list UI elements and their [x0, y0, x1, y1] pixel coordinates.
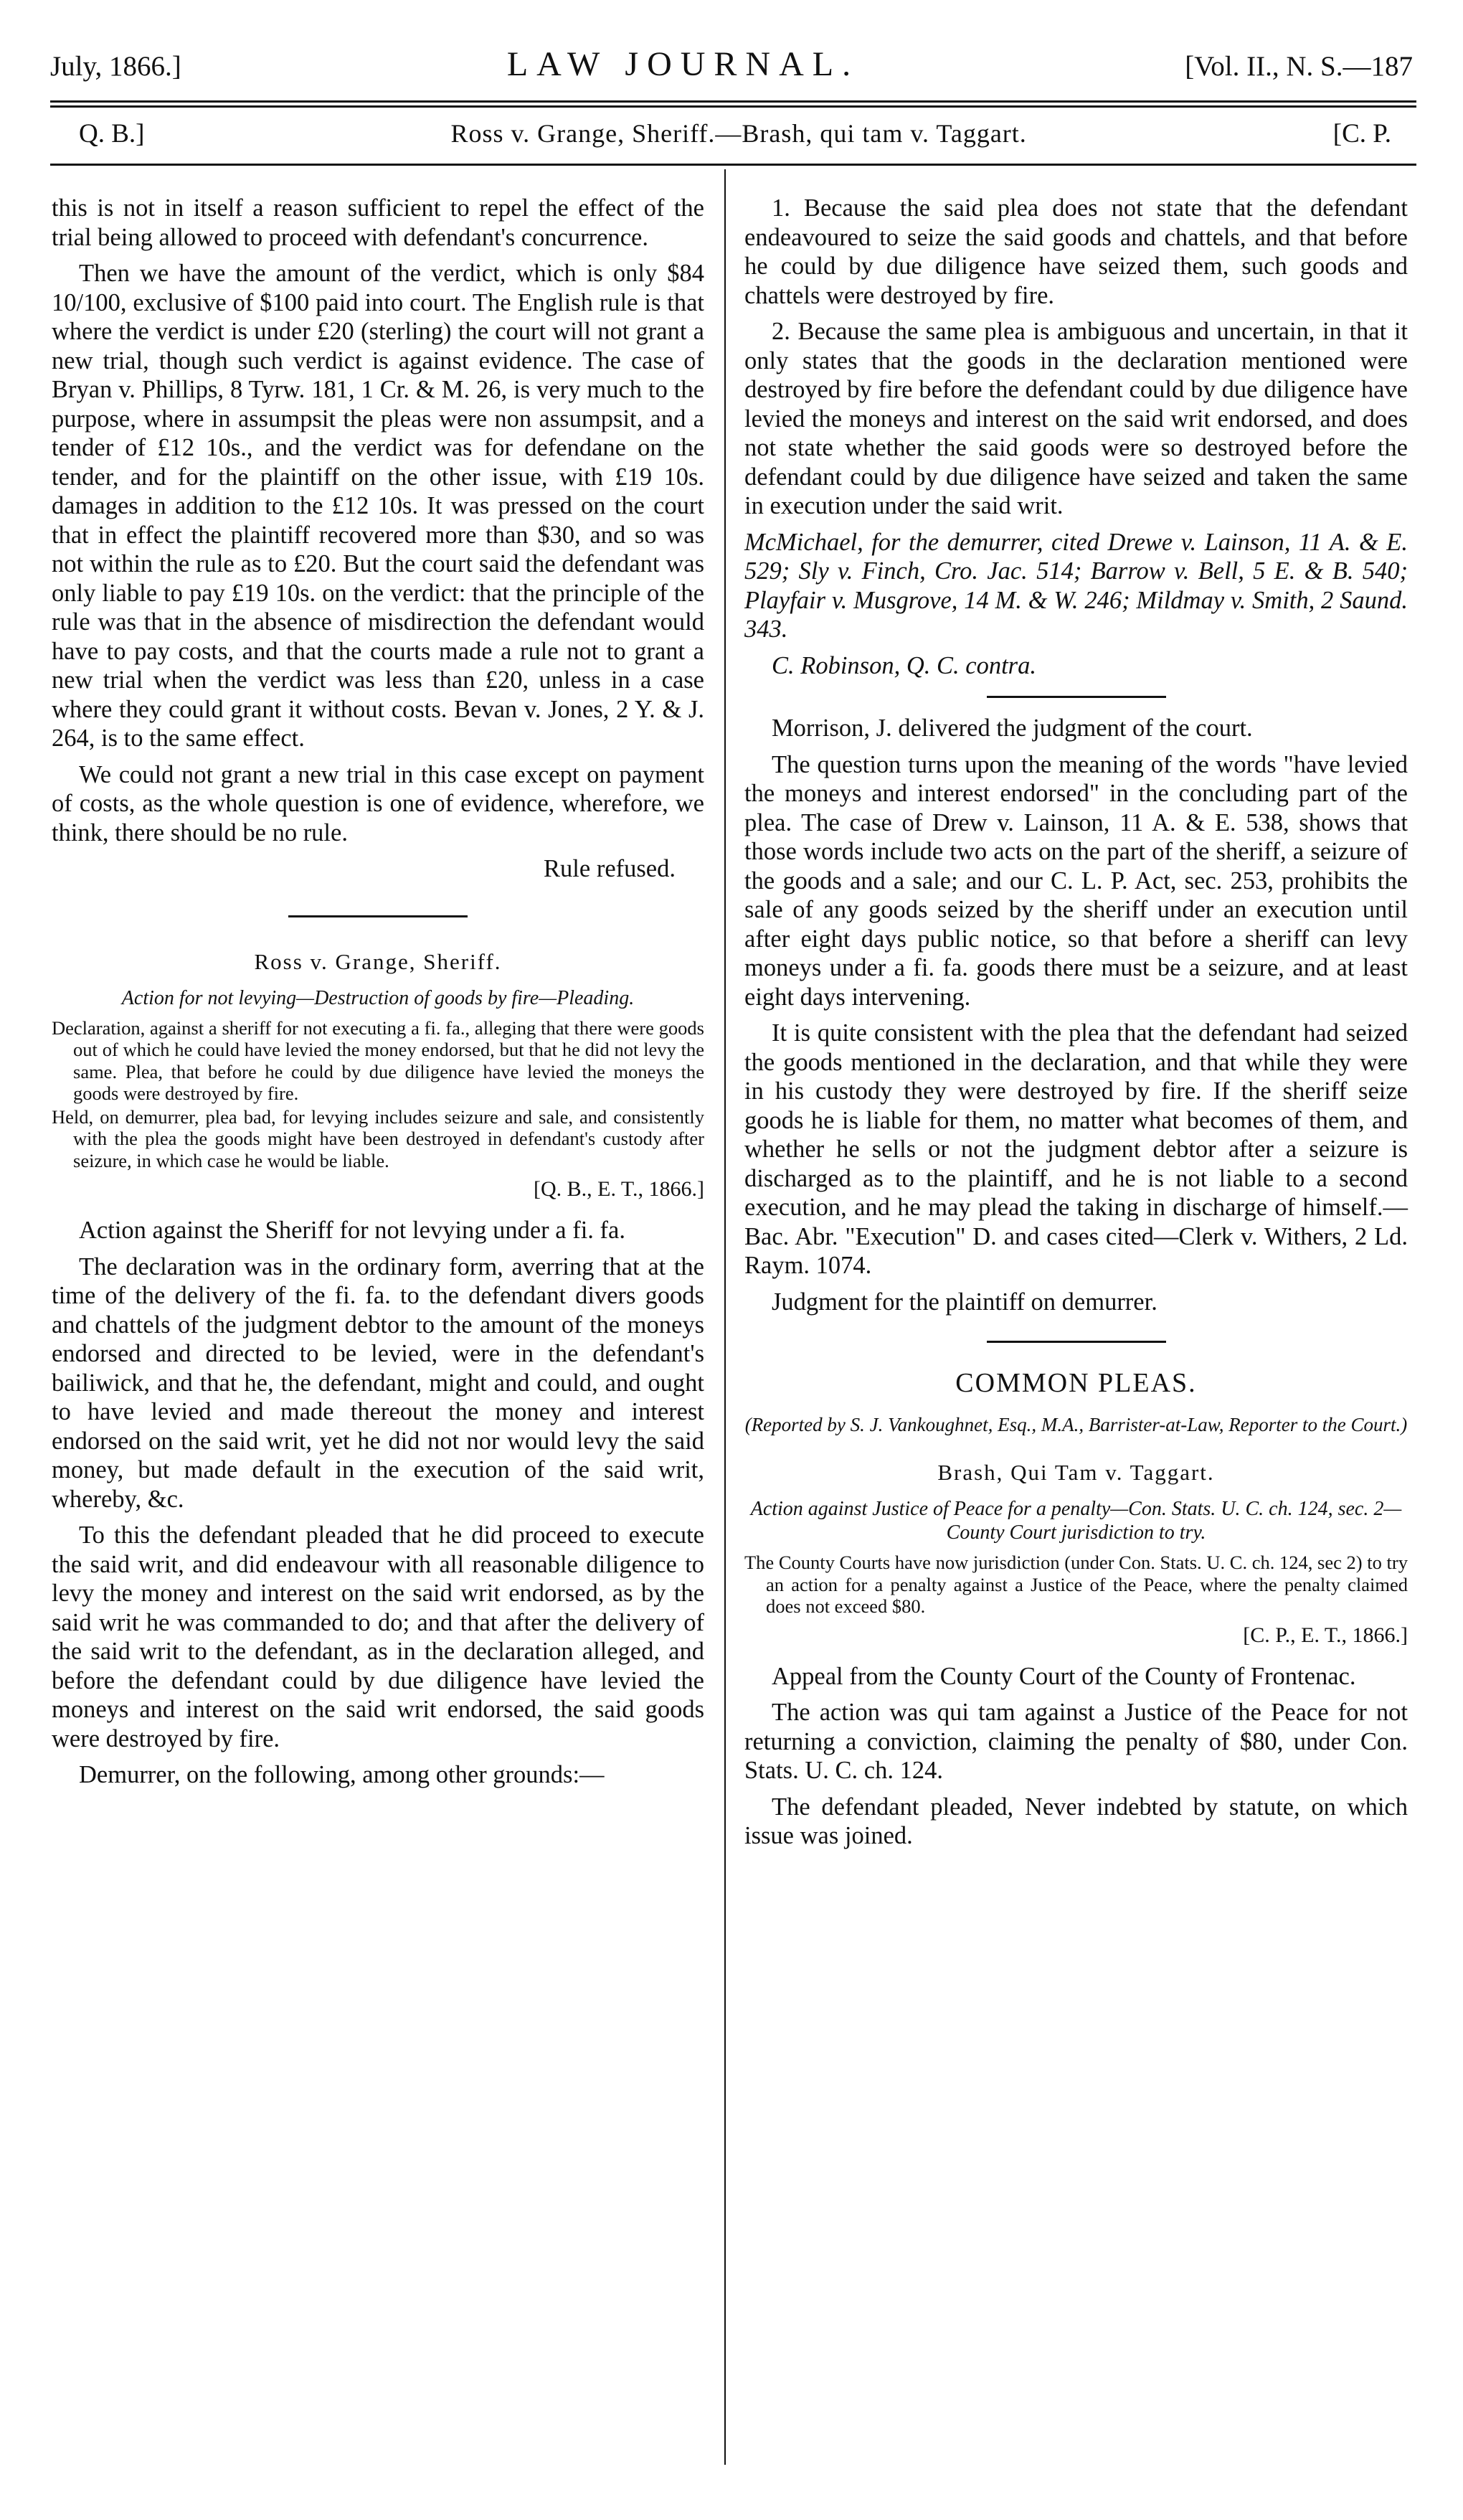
section-separator: [987, 696, 1166, 698]
section-separator: [288, 915, 468, 917]
rule-refused: Rule refused.: [544, 855, 676, 882]
paragraph: To this the defendant pleaded that he did proceed to execute the said writ, and did endeavour with all reasonable diligence to levy the money and interest on the said writ endorsed, as by the said writ he was commanded to do; and that after the delivery of the said writ to the defendant, as in the declaration alleged, and before the defendant could by due diligence have levied the moneys and interest on the said writ endorsed, the said goods were destroyed by fire.: [52, 1521, 704, 1752]
paragraph: McMichael, for the demurrer, cited Drewe v. Lainson, 11 A. & E. 529; Sly v. Finch, Cro. Jac. 514; Barrow v. Bell, 5 E. & B. 540; Playfair v. Musgrove, 14 M. & W. 246; Mildmay v. Smith, 2 Saund. 343.: [744, 528, 1408, 643]
paragraph: The defendant pleaded, Never indebted by statute, on which issue was joined.: [744, 1793, 1408, 1849]
paragraph: 2. Because the same plea is ambiguous and uncertain, in that it only states that the goods in the declaration mentioned were destroyed by fire before the defendant could by due diligence have levied the moneys and interest on the said writ endorsed, and does not state whether the said goods were so destroyed before the defendant could by due diligence have seized and taken the same in execution under the said writ.: [744, 318, 1408, 519]
case-citation: [C. P., E. T., 1866.]: [1243, 1623, 1408, 1647]
running-head-right: [C. P.: [1332, 119, 1391, 148]
reporter-credit: (Reported by S. J. Vankoughnet, Esq., M.A., Barrister-at-Law, Reporter to the Court.): [744, 1414, 1408, 1435]
case-subject: Action against Justice of Peace for a penalty—Con. Stats. U. C. ch. 124, sec. 2—County Court jurisdiction to try.: [750, 1498, 1402, 1544]
section-title: COMMON PLEAS.: [955, 1368, 1197, 1398]
paragraph: The declaration was in the ordinary form, averring that at the time of the delivery of the fi. fa. to the defendant divers goods and chattels of the judgment debtor to the amount of the moneys endorsed and directed to be levied, were in the defendant's bailiwick, and that he, the defendant, might and could, and ought to have levied and made thereout the money and interest endorsed on the said writ, yet he did not nor would levy the said money, but made default in the execution of the said writ, whereby, &c.: [52, 1252, 704, 1513]
paragraph: Appeal from the County Court of the County of Frontenac.: [772, 1662, 1356, 1690]
paragraph: We could not grant a new trial in this case except on payment of costs, as the whole question is one of evidence, wherefore, we think, there should be no rule.: [52, 760, 704, 846]
running-head-left: Q. B.]: [79, 119, 145, 148]
header-rule-double: [50, 105, 1416, 108]
header-rule: [50, 100, 1416, 103]
page-header: [50, 44, 1413, 95]
paragraph: The action was qui tam against a Justice of the Peace for not returning a conviction, claiming the penalty of $80, under Con. Stats. U. C. ch. 124.: [744, 1699, 1408, 1784]
paragraph: It is quite consistent with the plea that the defendant had seized the goods mentioned in the declaration, and that while they were in his custody they were destroyed by fire. If the sheriff seize goods he is liable for them, no matter what becomes of them, and whether he sells or not the judgment debtor after a seizure is discharged as to the plaintiff, and he is not liable to a second execution, and he may plead the taking in discharge of himself.—Bac. Abr. "Execution" D. and cases cited—Clerk v. Withers, 2 Ld. Raym. 1074.: [744, 1019, 1408, 1279]
paragraph: Then we have the amount of the verdict, which is only $84 10/100, exclusive of $100 paid into court. The English rule is that where the verdict is under £20 (sterling) the court will not grant a new trial, though such verdict is against evidence. The case of Bryan v. Phillips, 8 Tyrw. 181, 1 Cr. & M. 26, is very much to the purpose, where in assumpsit the pleas were non assumpsit, and a tender of £12 10s., and the verdict was for defendane on the tender, and for the plaintiff on the other issue, with £19 10s. damages in addition to the £12 10s. It was pressed on the court that in effect the plaintiff recovered more than $30, and so was not within the rule as to £20. But the court said the defendant was only liable to pay £19 10s. on the verdict: that the principle of the rule was that in the absence of misdirection the defendant would have to pay costs, and that the courts made a rule not to grant a new trial when the verdict was less than £20, unless in a case where they could grant it without costs. Bevan v. Jones, 2 Y. & J. 264, is to the same effect.: [52, 260, 704, 752]
paragraph: Morrison, J. delivered the judgment of the court.: [772, 714, 1253, 742]
header-date: July, 1866.]: [50, 51, 181, 82]
paragraph: Demurrer, on the following, among other grounds:—: [79, 1761, 605, 1788]
case-subject: Action for not levying—Destruction of goods by fire—Pleading.: [121, 986, 635, 1009]
right-column: [744, 194, 1408, 1858]
case-title: Ross v. Grange, Sheriff.: [254, 948, 502, 974]
paragraph: this is not in itself a reason sufficient to repel the effect of the trial being allowed to proceed with defendant's concurrence.: [52, 194, 704, 251]
left-column: [52, 194, 704, 1797]
journal-title: LAW JOURNAL.: [506, 45, 860, 83]
paragraph: C. Robinson, Q. C. contra.: [772, 651, 1036, 679]
paragraph: Action against the Sheriff for not levying under a fi. fa.: [79, 1217, 625, 1244]
running-head: [79, 118, 1391, 149]
headnote: Held, on demurrer, plea bad, for levying includes seizure and sale, and consistently with the plea the goods might have been destroyed in defendant's custody after seizure, in which case he would be liable.: [52, 1105, 704, 1171]
paragraph: The question turns upon the meaning of the words "have levied the moneys and interest endorsed" in the concluding part of the plea. The case of Drew v. Lainson, 11 A. & E. 538, shows that those words include two acts on the part of the sheriff, a seizure of the goods and a sale; and our C. L. P. Act, sec. 253, prohibits the sale of any goods seized by the sheriff under an execution until after eight days public notice, so that before a sheriff can levy moneys under a fi. fa. goods there must be a seizure, and at least eight days intervening.: [744, 750, 1408, 1011]
running-head-rule: [50, 164, 1416, 166]
headnote: The County Courts have now jurisdiction (under Con. Stats. U. C. ch. 124, sec 2) to try an action for a penalty against a Justice of the Peace, where the penalty claimed does not exceed $80.: [744, 1552, 1408, 1617]
case-citation: [Q. B., E. T., 1866.]: [533, 1177, 704, 1201]
case-title: Brash, Qui Tam v. Taggart.: [937, 1460, 1215, 1485]
section-separator: [987, 1341, 1166, 1343]
running-head-title: Ross v. Grange, Sheriff.—Brash, qui tam v. Taggart.: [450, 119, 1027, 148]
column-divider: [724, 169, 726, 2465]
headnote: Declaration, against a sheriff for not executing a fi. fa., alleging that there were goods out of which he could have levied the money endorsed, but that he did not levy the same. Plea, that before he could by due diligence have levied the moneys the goods were destroyed by fire.: [52, 1016, 704, 1104]
paragraph: Judgment for the plaintiff on demurrer.: [772, 1288, 1157, 1316]
paragraph: 1. Because the said plea does not state that the defendant endeavoured to seize the said goods and chattels, and that before he could by due diligence have seized them, such goods and chattels were destroyed by fire.: [744, 194, 1408, 309]
header-volume: [Vol. II., N. S.—187: [1185, 51, 1413, 82]
